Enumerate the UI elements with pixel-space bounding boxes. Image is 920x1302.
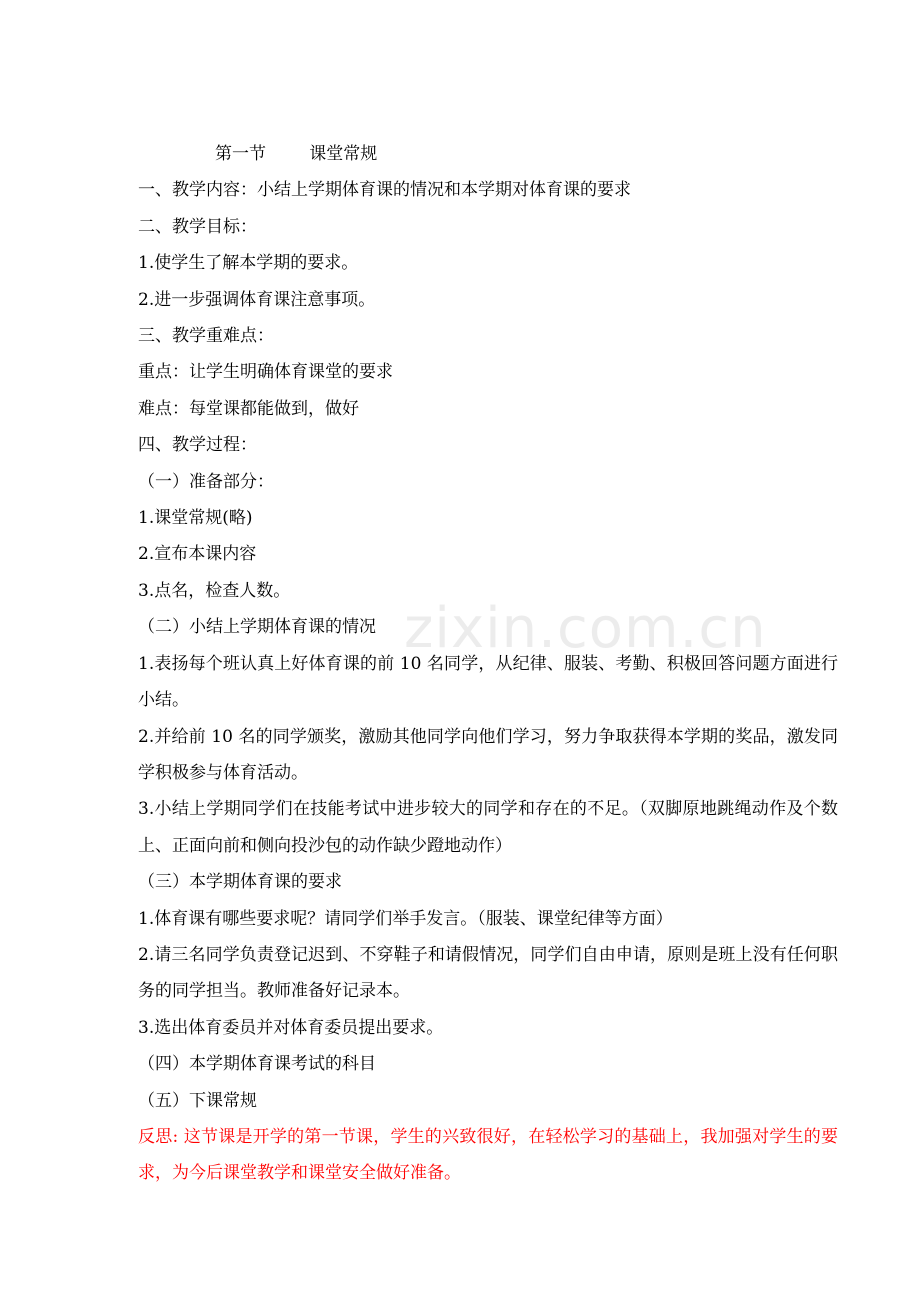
goal-item-1: 1.使学生了解本学期的要求。	[138, 253, 359, 274]
summary-item-2: 2.并给前 10 名的同学颁奖，激励其他同学向他们学习，努力争取获得本学期的奖品，激发同学积极参与体育活动。	[138, 726, 838, 783]
teaching-process-heading: 四、教学过程：	[138, 435, 257, 456]
key-point: 重点：让学生明确体育课堂的要求	[138, 362, 393, 383]
lesson-title: 第一节 课堂常规	[215, 144, 378, 164]
section-exam-subjects: （四）本学期体育课考试的科目	[138, 1054, 376, 1075]
reflection-paragraph: 反思: 这节课是开学的第一节课，学生的兴致很好，在轻松学习的基础上，我加强对学生的要求，为今后课堂教学和课堂安全做好准备。	[138, 1126, 838, 1184]
requirement-item-2: 2.请三名同学负责登记迟到、不穿鞋子和请假情况，同学们自由申请，原则是班上没有任何职务的同学担当。教师准备好记录本。	[138, 944, 838, 1002]
section-preparation: （一）准备部分：	[138, 471, 274, 492]
teaching-goals-heading: 二、教学目标：	[138, 216, 257, 237]
requirement-item-1: 1.体育课有哪些要求呢？请同学们举手发言。（服装、课堂纪律等方面）	[138, 908, 673, 929]
preparation-item-1: 1.课堂常规(略)	[138, 508, 253, 529]
section-dismissal-routine: （五）下课常规	[138, 1090, 257, 1111]
key-points-heading: 三、教学重难点：	[138, 326, 274, 347]
preparation-item-3: 3.点名，检查人数。	[138, 580, 291, 601]
section-requirements: （三）本学期体育课的要求	[138, 872, 342, 893]
teaching-content-heading: 一、教学内容：小结上学期体育课的情况和本学期对体育课的要求	[138, 180, 631, 201]
requirement-item-3: 3.选出体育委员并对体育委员提出要求。	[138, 1017, 444, 1038]
section-summary: （二）小结上学期体育课的情况	[138, 617, 376, 638]
lesson-plan-body	[138, 136, 838, 1192]
summary-item-3: 3.小结上学期同学们在技能考试中进步较大的同学和存在的不足。（双脚原地跳绳动作及个数上、正面向前和侧向投沙包的动作缺少蹬地动作）	[138, 799, 838, 856]
summary-item-1: 1.表扬每个班认真上好体育课的前 10 名同学，从纪律、服装、考勤、积极回答问题方面进行小结。	[138, 653, 838, 711]
watermark: zixin.com.cn	[404, 596, 767, 661]
difficult-point: 难点：每堂课都能做到，做好	[138, 398, 359, 419]
preparation-item-2: 2.宣布本课内容	[138, 544, 257, 565]
goal-item-2: 2.进一步强调体育课注意事项。	[138, 289, 376, 310]
